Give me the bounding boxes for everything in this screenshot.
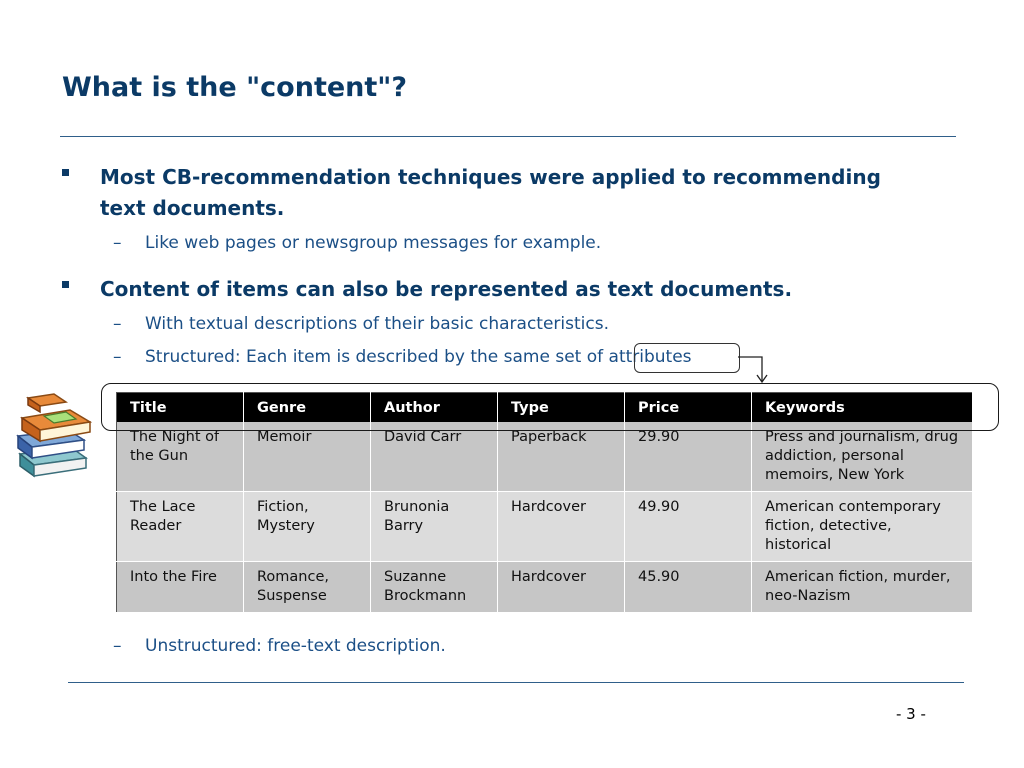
sub-bullet-text: Structured: Each item is described by the same set of [145,347,604,367]
column-header: Author [371,393,498,423]
table-cell: Press and journalism, drug addiction, personal memoirs, New York [752,422,973,492]
table-cell: 29.90 [625,422,752,492]
header-row-highlight [101,383,999,431]
sub-bullet-1-1: – Like web pages or newsgroup messages for example. [113,233,602,253]
arrow-down-icon [736,355,776,385]
table-cell: The Night of the Gun [117,422,244,492]
sub-bullet-2-3: – Unstructured: free-text description. [113,636,446,656]
table-row [117,422,973,492]
table-cell: Romance, Suspense [244,562,371,613]
table-cell: 49.90 [625,492,752,562]
title-divider [60,136,956,137]
bullet-square-icon [62,169,69,176]
table-cell: American fiction, murder, neo-Nazism [752,562,973,613]
table-cell: The Lace Reader [117,492,244,562]
page-number: - 3 - [896,705,926,723]
table-cell: 45.90 [625,562,752,613]
slide-title: What is the "content"? [62,72,408,103]
sub-bullet-text: Unstructured: free-text description. [145,636,446,656]
sub-bullet-text: Like web pages or newsgroup messages for example. [145,233,602,253]
table-cell: Suzanne Brockmann [371,562,498,613]
table-row [117,492,973,562]
table-cell: Paperback [498,422,625,492]
bullet-2-text: Content of items can also be represented as text documents. [100,277,793,301]
books-icon [14,392,98,478]
table-cell: Memoir [244,422,371,492]
table-cell: Hardcover [498,492,625,562]
bullet-square-icon [62,281,69,288]
footer-divider [68,682,964,683]
table-row [117,562,973,613]
column-header: Genre [244,393,371,423]
table-cell: American contemporary fiction, detective, historical [752,492,973,562]
table-cell: David Carr [371,422,498,492]
column-header: Type [498,393,625,423]
table-cell: Hardcover [498,562,625,613]
bullet-1-text: Most CB-recommendation techniques were applied to recommending text documents. [100,165,881,220]
sub-bullet-text: With textual descriptions of their basic characteristics. [145,314,609,334]
column-header: Title [117,393,244,423]
sub-bullet-2-2: – Structured: Each item is described by the same set of attributes [113,347,692,367]
attributes-highlight-box [634,343,740,373]
table-cell: Into the Fire [117,562,244,613]
sub-bullet-2-1: – With textual descriptions of their basic characteristics. [113,314,609,334]
table-cell: Brunonia Barry [371,492,498,562]
column-header: Keywords [752,393,973,423]
table-cell: Fiction, Mystery [244,492,371,562]
column-header: Price [625,393,752,423]
attributes-word: attributes [608,347,692,367]
